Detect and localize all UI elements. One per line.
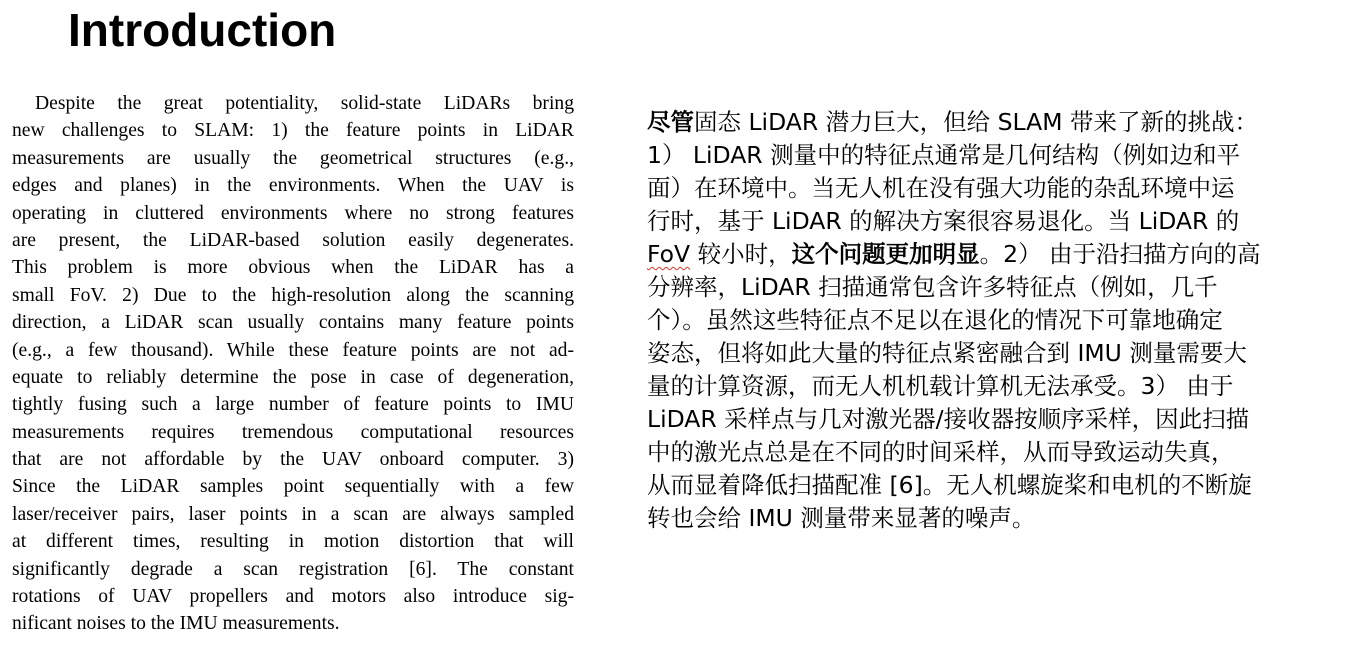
chinese-line: LiDAR 采样点与几对激光器/接收器按顺序采样，因此扫描 — [647, 405, 1250, 433]
english-line: direction, a LiDAR scan usually contains many feature points — [12, 312, 574, 334]
chinese-line: 行时，基于 LiDAR 的解决方案很容易退化。当 LiDAR 的 — [647, 207, 1240, 235]
chinese-line — [647, 106, 1362, 139]
chinese-text: 固态 LiDAR 潜力巨大，但给 SLAM 带来了新的挑战： — [694, 108, 1258, 136]
chinese-line: 转也会给 IMU 测量带来显著的噪声。 — [647, 504, 1036, 532]
english-line: at different times, resulting in motion distortion that will — [12, 531, 574, 553]
english-line: equate to reliably determine the pose in case of degeneration, — [12, 366, 574, 388]
english-line: are present, the LiDAR-based solution easily degenerates. — [12, 229, 574, 251]
english-line: laser/receiver pairs, laser points in a scan are always sampled — [12, 503, 574, 525]
chinese-line — [647, 238, 1362, 271]
english-line: Despite the great potentiality, solid-state LiDARs bring — [35, 93, 574, 114]
bold-phrase: 这个问题更加明显 — [791, 240, 980, 268]
chinese-line: 从而显着降低扫描配准 [6]。无人机螺旋桨和电机的不断旋 — [647, 471, 1252, 499]
spellcheck-word: FoV — [647, 240, 691, 268]
english-line: measurements are usually the geometrical structures (e.g., — [12, 147, 574, 169]
english-paragraph — [12, 90, 574, 638]
english-line: that are not affordable by the UAV onboard computer. 3) — [12, 449, 574, 471]
english-line: tightly fusing such a large number of feature points to IMU — [12, 394, 574, 416]
english-line: (e.g., a few thousand). While these feature points are not ad- — [12, 339, 574, 361]
chinese-line: 中的激光点总是在不同的时间采样，从而导致运动失真， — [647, 438, 1235, 466]
chinese-text: 较小时， — [690, 240, 792, 268]
english-line: rotations of UAV propellers and motors also introduce sig- — [12, 586, 574, 608]
english-line: measurements requires tremendous computational resources — [12, 421, 574, 443]
english-line: This problem is more obvious when the LiDAR has a — [12, 257, 574, 279]
chinese-line: 分辨率，LiDAR 扫描通常包含许多特征点（例如，几千 — [647, 273, 1218, 301]
english-line: Since the LiDAR samples point sequentially with a few — [12, 476, 574, 498]
chinese-translation — [647, 106, 1362, 535]
chinese-line: 面）在环境中。当无人机在没有强大功能的杂乱环境中运 — [647, 174, 1235, 202]
chinese-line: 个）。虽然这些特征点不足以在退化的情况下可靠地确定 — [647, 306, 1223, 334]
english-line: significantly degrade a scan registration [6]. The constant — [12, 558, 574, 580]
english-line: new challenges to SLAM: 1) the feature points in LiDAR — [12, 120, 574, 142]
english-line: small FoV. 2) Due to the high-resolution along the scanning — [12, 284, 574, 306]
chinese-text: 。2） 由于沿扫描方向的高 — [979, 240, 1261, 268]
chinese-line: 量的计算资源，而无人机机载计算机无法承受。3） 由于 — [647, 372, 1234, 400]
chinese-line: 1） LiDAR 测量中的特征点通常是几何结构（例如边和平 — [647, 141, 1241, 169]
bold-phrase: 尽管 — [647, 108, 694, 136]
english-line: nificant noises to the IMU measurements. — [12, 613, 340, 635]
english-line: edges and planes) in the environments. When the UAV is — [12, 175, 574, 197]
chinese-line: 姿态，但将如此大量的特征点紧密融合到 IMU 测量需要大 — [647, 339, 1247, 367]
english-line: operating in cluttered environments where no strong features — [12, 202, 574, 224]
slide-title: Introduction — [68, 4, 337, 56]
